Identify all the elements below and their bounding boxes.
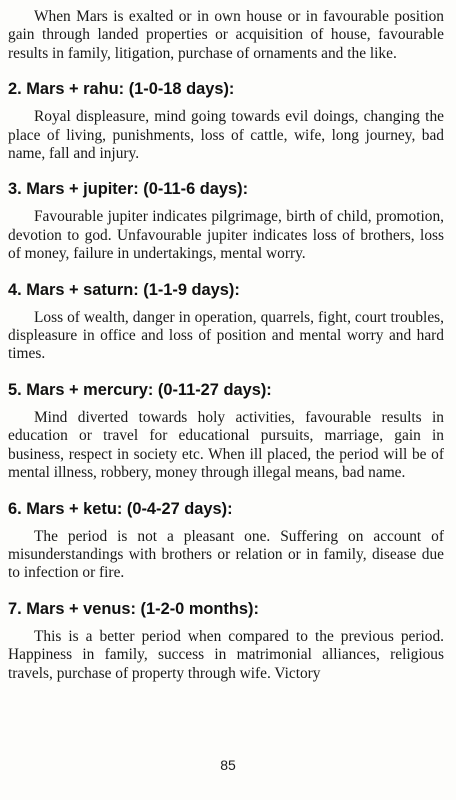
section-heading-mars-ketu: 6. Mars + ketu: (0-4-27 days):	[8, 499, 233, 518]
section-text-mars-ketu: The period is not a pleasant one. Suffering on account of misunderstandings with brothers or relation or in family, disease due to infection or fire.	[8, 527, 444, 582]
section-heading-mars-saturn: 4. Mars + saturn: (1-1-9 days):	[8, 280, 240, 299]
section-text-mars-mercury: Mind diverted towards holy activities, favourable results in education or travel for educational pursuits, marriage, gain in business, respect in society etc. When ill placed, the period will be of mental illness, robbery, money through illegal means, bad name.	[8, 408, 444, 482]
page-content	[8, 8, 444, 683]
section-heading-mars-mercury: 5. Mars + mercury: (0-11-27 days):	[8, 380, 272, 399]
section-text-mars-venus: This is a better period when compared to the previous period. Happiness in family, success in matrimonial alliances, religious travels, purchase of property through wife. Victory	[8, 627, 444, 682]
intro-paragraph: When Mars is exalted or in own house or in favourable position gain through landed properties or acquisition of house, favourable results in family, litigation, purchase of ornaments and the like.	[8, 8, 444, 62]
section-text-mars-saturn: Loss of wealth, danger in operation, quarrels, fight, court troubles, displeasure in office and loss of position and mental worry and hard times.	[8, 308, 444, 363]
section-heading-mars-jupiter: 3. Mars + jupiter: (0-11-6 days):	[8, 180, 249, 199]
section-text-mars-jupiter: Favourable jupiter indicates pilgrimage, birth of child, promotion, devotion to god. Unfavourable jupiter indicates loss of brothers, loss of money, failure in undertakings, mental worry.	[8, 208, 444, 263]
page-number: 85	[220, 757, 236, 773]
section-heading-mars-rahu: 2. Mars + rahu: (1-0-18 days):	[8, 80, 235, 99]
section-text-mars-rahu: Royal displeasure, mind going towards evil doings, changing the place of living, punishments, loss of cattle, wife, long journey, bad name, fall and injury.	[8, 108, 444, 163]
section-heading-mars-venus: 7. Mars + venus: (1-2-0 months):	[8, 599, 259, 618]
